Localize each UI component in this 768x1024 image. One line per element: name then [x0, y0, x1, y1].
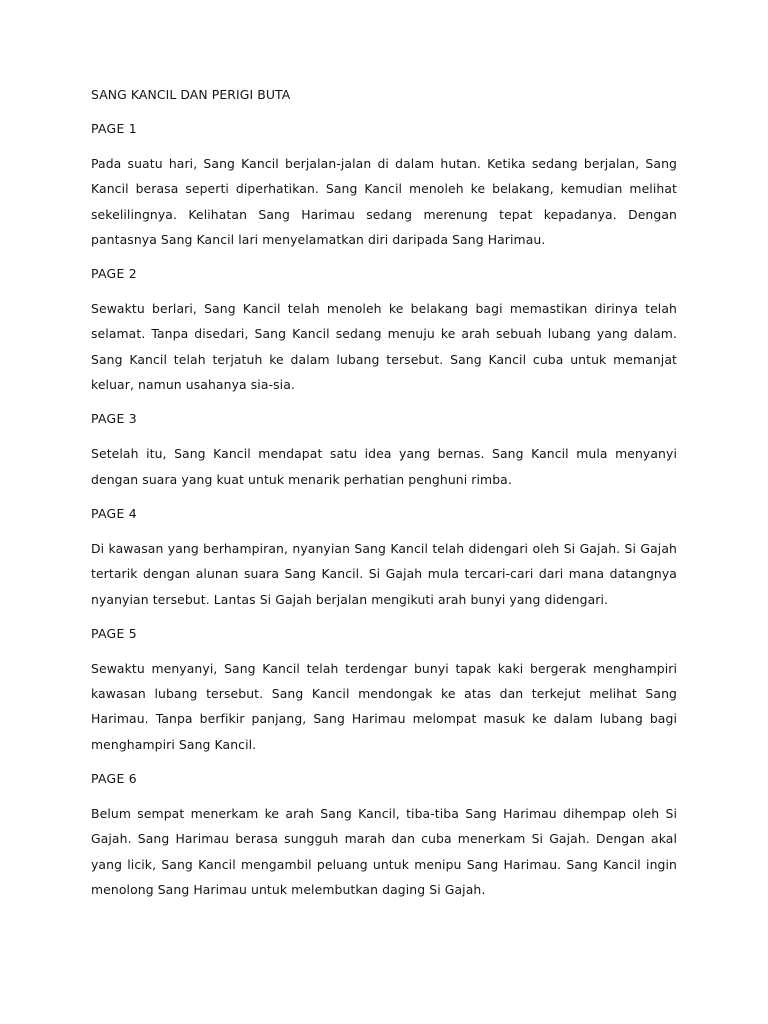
- section-page-2: [91, 263, 677, 397]
- section-page-1: [91, 118, 677, 252]
- section-page-3: [91, 408, 677, 492]
- section-page-6: [91, 768, 677, 902]
- story-paragraph: Sewaktu menyanyi, Sang Kancil telah terdengar bunyi tapak kaki bergerak menghampiri kawasan lubang tersebut. Sang Kancil mendongak ke atas dan terkejut melihat Sang Harimau. Tanpa berfikir panjang, Sang Harimau melompat masuk ke dalam lubang bagi menghampiri Sang Kancil.: [91, 660, 677, 752]
- story-paragraph: Belum sempat menerkam ke arah Sang Kancil, tiba-tiba Sang Harimau dihempap oleh Si Gajah. Sang Harimau berasa sungguh marah dan cuba menerkam Si Gajah. Dengan akal yang licik, Sang Kancil mengambil peluang untuk menipu Sang Harimau. Sang Kancil ingin menolong Sang Harimau untuk melembutkan daging Si Gajah.: [91, 806, 677, 897]
- story-paragraph: Sewaktu berlari, Sang Kancil telah menoleh ke belakang bagi memastikan dirinya telah selamat. Tanpa disedari, Sang Kancil sedang menuju ke arah sebuah lubang yang dalam. Sang Kancil telah terjatuh ke dalam lubang tersebut. Sang Kancil cuba untuk memanjat keluar, namun usahanya sia-sia.: [91, 301, 677, 393]
- page-label: PAGE 5: [91, 625, 137, 641]
- page-label: PAGE 4: [91, 505, 137, 521]
- document-page: [91, 84, 677, 913]
- page-label: PAGE 6: [91, 771, 137, 787]
- page-label: PAGE 3: [91, 411, 137, 427]
- section-page-5: [91, 623, 677, 757]
- page-label: PAGE 2: [91, 266, 137, 282]
- story-paragraph: Pada suatu hari, Sang Kancil berjalan-jalan di dalam hutan. Ketika sedang berjalan, Sang Kancil berasa seperti diperhatikan. Sang Kancil menoleh ke belakang, kemudian melihat sekelilingnya. Kelihatan Sang Harimau sedang merenung tepat kepadanya. Dengan pantasnya Sang Kancil lari menyelamatkan diri daripada Sang Harimau.: [91, 156, 677, 247]
- story-paragraph: Setelah itu, Sang Kancil mendapat satu idea yang bernas. Sang Kancil mula menyanyi dengan suara yang kuat untuk menarik perhatian penghuni rimba.: [91, 446, 677, 487]
- document-title: SANG KANCIL DAN PERIGI BUTA: [91, 87, 291, 102]
- section-page-4: [91, 503, 677, 612]
- page-label: PAGE 1: [91, 121, 137, 136]
- story-paragraph: Di kawasan yang berhampiran, nyanyian Sang Kancil telah didengari oleh Si Gajah. Si Gajah tertarik dengan alunan suara Sang Kancil. Si Gajah mula tercari-cari dari mana datangnya nyanyian tersebut. Lantas Si Gajah berjalan mengikuti arah bunyi yang didengari.: [91, 540, 677, 607]
